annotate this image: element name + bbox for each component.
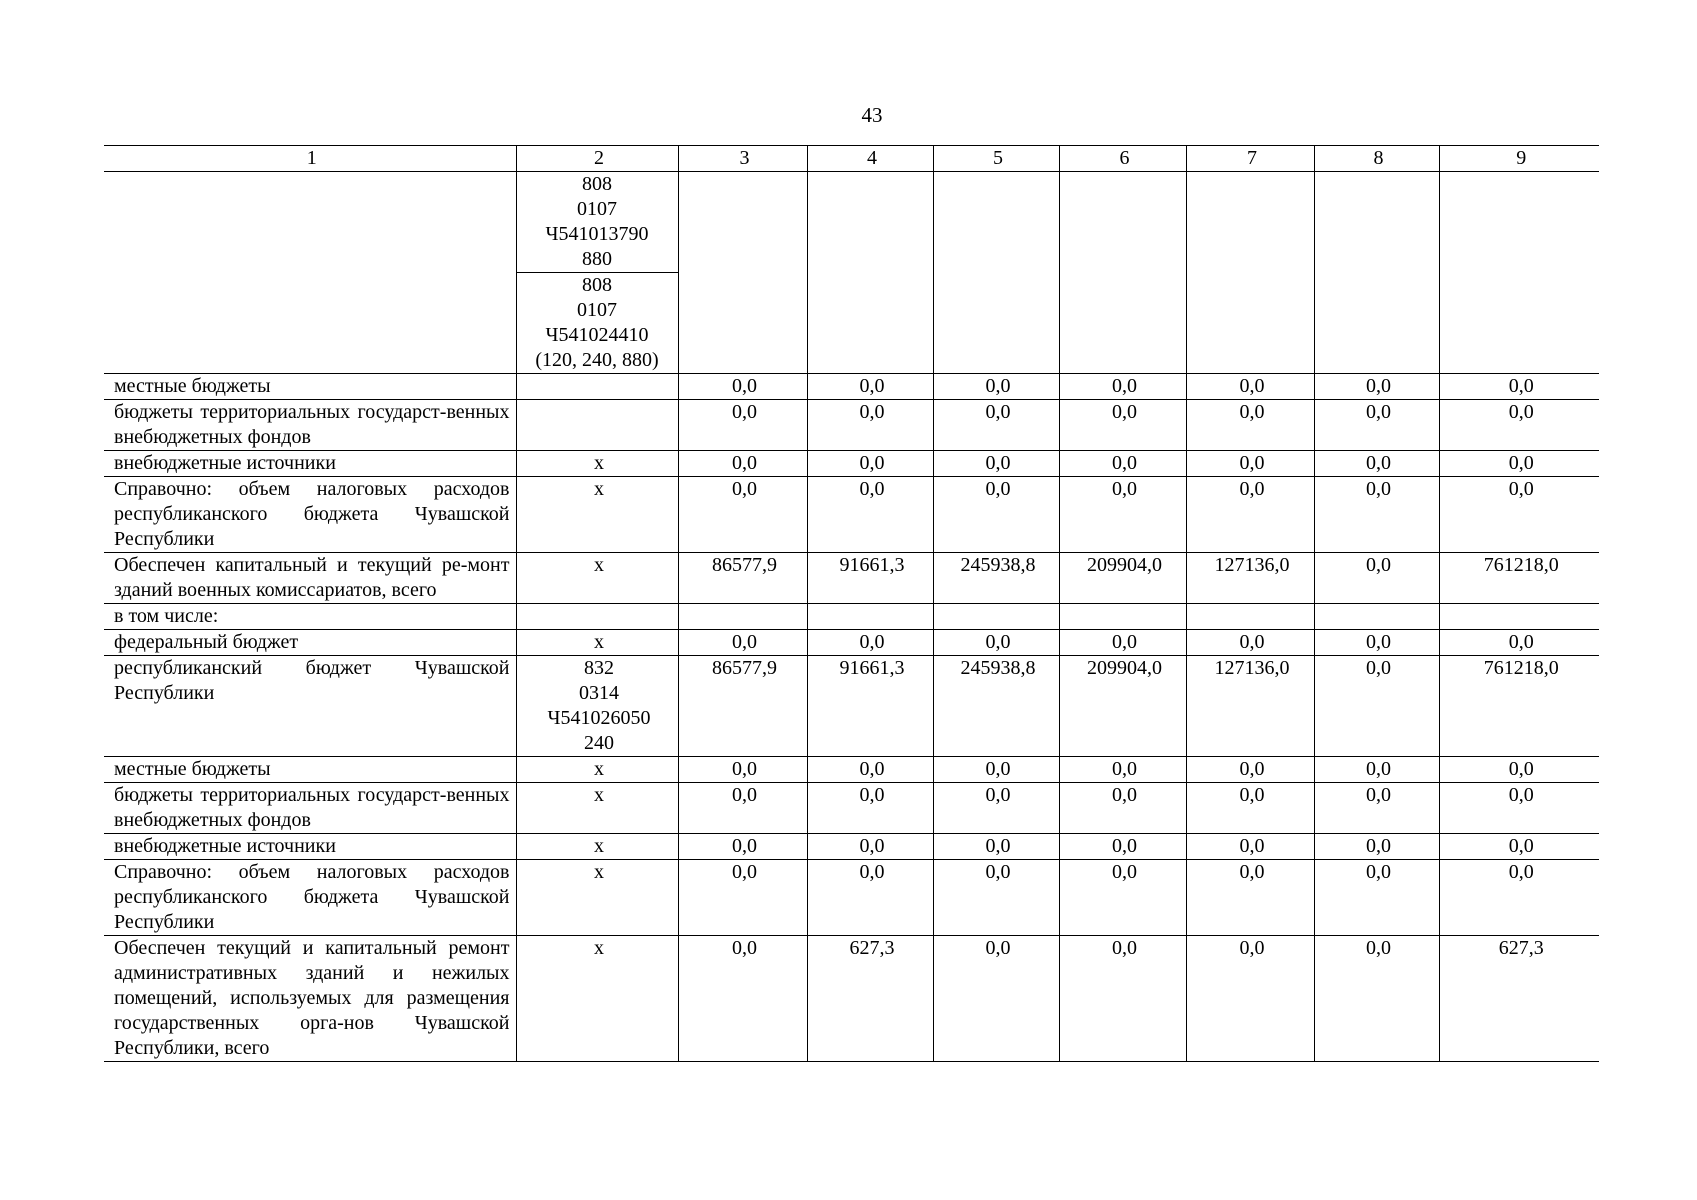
table-row <box>104 604 1599 630</box>
value-cell: 0,0 <box>1059 860 1186 936</box>
value-cell: 0,0 <box>1314 477 1439 553</box>
value-cell: 0,0 <box>807 451 933 477</box>
budget-code-cell <box>516 172 678 374</box>
code-line: Ч541026050 <box>547 707 651 729</box>
budget-code-cell <box>516 656 678 757</box>
value-cell: 0,0 <box>1059 936 1186 1062</box>
value-cell: 0,0 <box>1314 757 1439 783</box>
value-cell: 0,0 <box>1314 451 1439 477</box>
value-cell: 0,0 <box>1059 834 1186 860</box>
code-line: 0314 <box>579 682 619 704</box>
value-cell: 0,0 <box>1186 477 1314 553</box>
row-name-cell: внебюджетные источники <box>104 451 516 477</box>
row-name-cell: бюджеты территориальных государст-венных внебюджетных фондов <box>104 400 516 451</box>
budget-code-cell: х <box>516 783 678 834</box>
value-cell: 0,0 <box>1059 374 1186 400</box>
value-cell <box>1059 604 1186 630</box>
value-cell: 0,0 <box>933 757 1059 783</box>
value-cell: 127136,0 <box>1186 553 1314 604</box>
row-name-cell: в том числе: <box>104 604 516 630</box>
code-line: 880 <box>582 248 612 270</box>
value-cell: 0,0 <box>1186 936 1314 1062</box>
value-cell: 0,0 <box>1439 757 1599 783</box>
value-cell: 0,0 <box>1186 630 1314 656</box>
value-cell: 245938,8 <box>933 553 1059 604</box>
column-number: 4 <box>807 146 933 172</box>
value-cell: 0,0 <box>807 400 933 451</box>
value-cell <box>1059 172 1186 374</box>
value-cell: 0,0 <box>1439 860 1599 936</box>
value-cell: 0,0 <box>1186 451 1314 477</box>
value-cell: 0,0 <box>807 834 933 860</box>
value-cell: 0,0 <box>678 783 807 834</box>
value-cell: 0,0 <box>807 477 933 553</box>
column-number: 6 <box>1059 146 1186 172</box>
value-cell <box>807 172 933 374</box>
column-number: 9 <box>1439 146 1599 172</box>
code-line: 0107 <box>577 299 617 321</box>
table-row <box>104 400 1599 451</box>
budget-code-block <box>517 273 678 373</box>
value-cell: 91661,3 <box>807 553 933 604</box>
value-cell: 0,0 <box>933 630 1059 656</box>
value-cell <box>1186 604 1314 630</box>
value-cell: 0,0 <box>1439 374 1599 400</box>
value-cell: 0,0 <box>678 400 807 451</box>
value-cell: 0,0 <box>933 783 1059 834</box>
value-cell: 0,0 <box>1186 783 1314 834</box>
page-number: 43 <box>861 103 883 127</box>
value-cell: 0,0 <box>1059 630 1186 656</box>
value-cell: 0,0 <box>1314 783 1439 834</box>
value-cell: 0,0 <box>1186 374 1314 400</box>
value-cell: 0,0 <box>1314 834 1439 860</box>
budget-code-cell: х <box>516 477 678 553</box>
value-cell <box>1439 172 1599 374</box>
row-name-cell: внебюджетные источники <box>104 834 516 860</box>
budget-code-cell <box>516 604 678 630</box>
table-row <box>104 477 1599 553</box>
budget-code-cell: х <box>516 834 678 860</box>
budget-code-cell: х <box>516 757 678 783</box>
code-line: 240 <box>584 732 614 754</box>
code-line: 808 <box>582 274 612 296</box>
table-row <box>104 834 1599 860</box>
value-cell: 0,0 <box>678 374 807 400</box>
table-row <box>104 656 1599 757</box>
column-number: 2 <box>516 146 678 172</box>
value-cell: 761218,0 <box>1439 656 1599 757</box>
column-number: 1 <box>104 146 516 172</box>
budget-code-cell: х <box>516 936 678 1062</box>
value-cell: 86577,9 <box>678 656 807 757</box>
value-cell: 0,0 <box>1439 451 1599 477</box>
value-cell: 0,0 <box>1186 400 1314 451</box>
value-cell: 0,0 <box>1314 630 1439 656</box>
value-cell: 127136,0 <box>1186 656 1314 757</box>
table-row <box>104 630 1599 656</box>
code-line: 0107 <box>577 198 617 220</box>
row-name-cell: бюджеты территориальных государст-венных внебюджетных фондов <box>104 783 516 834</box>
value-cell <box>933 172 1059 374</box>
value-cell <box>678 172 807 374</box>
column-number: 7 <box>1186 146 1314 172</box>
value-cell: 0,0 <box>1314 553 1439 604</box>
row-name-cell: Обеспечен текущий и капитальный ремонт административных зданий и нежилых помещений, используемых для размещения государственных орга-нов Чувашской Республики, всего <box>104 936 516 1062</box>
budget-code-cell: х <box>516 451 678 477</box>
row-name-cell: Обеспечен капитальный и текущий ре-монт зданий военных комиссариатов, всего <box>104 553 516 604</box>
value-cell: 209904,0 <box>1059 656 1186 757</box>
value-cell: 0,0 <box>933 860 1059 936</box>
table-row <box>104 757 1599 783</box>
code-line: (120, 240, 880) <box>535 349 659 371</box>
budget-code-cell: х <box>516 860 678 936</box>
value-cell: 0,0 <box>678 630 807 656</box>
value-cell: 0,0 <box>1439 477 1599 553</box>
value-cell <box>1439 604 1599 630</box>
value-cell: 0,0 <box>1059 783 1186 834</box>
value-cell: 0,0 <box>1186 834 1314 860</box>
value-cell <box>807 604 933 630</box>
value-cell: 0,0 <box>1439 834 1599 860</box>
value-cell: 0,0 <box>933 400 1059 451</box>
value-cell: 0,0 <box>1059 400 1186 451</box>
budget-table <box>104 145 1599 1062</box>
column-number: 5 <box>933 146 1059 172</box>
value-cell: 0,0 <box>933 936 1059 1062</box>
value-cell <box>933 604 1059 630</box>
value-cell: 0,0 <box>1059 451 1186 477</box>
value-cell: 0,0 <box>807 630 933 656</box>
value-cell <box>678 604 807 630</box>
value-cell: 0,0 <box>933 374 1059 400</box>
value-cell: 0,0 <box>1186 860 1314 936</box>
row-name-cell: республиканский бюджет Чувашской Республики <box>104 656 516 757</box>
value-cell: 0,0 <box>678 936 807 1062</box>
value-cell: 0,0 <box>1314 400 1439 451</box>
value-cell: 0,0 <box>933 477 1059 553</box>
code-line: Ч541013790 <box>545 223 649 245</box>
value-cell: 0,0 <box>1186 757 1314 783</box>
table-row <box>104 936 1599 1062</box>
column-number: 3 <box>678 146 807 172</box>
table-row <box>104 451 1599 477</box>
value-cell <box>1314 172 1439 374</box>
budget-code-cell: х <box>516 630 678 656</box>
budget-code-cell: х <box>516 553 678 604</box>
value-cell: 627,3 <box>1439 936 1599 1062</box>
value-cell: 627,3 <box>807 936 933 1062</box>
budget-code-cell <box>516 400 678 451</box>
value-cell: 0,0 <box>1314 656 1439 757</box>
table-row <box>104 172 1599 374</box>
value-cell <box>1314 604 1439 630</box>
value-cell: 0,0 <box>1059 757 1186 783</box>
value-cell <box>1186 172 1314 374</box>
value-cell: 0,0 <box>807 783 933 834</box>
budget-code-cell <box>516 374 678 400</box>
value-cell: 0,0 <box>1439 783 1599 834</box>
code-line: 832 <box>584 657 614 679</box>
code-line: 808 <box>582 173 612 195</box>
table-header-row <box>104 146 1599 172</box>
value-cell: 209904,0 <box>1059 553 1186 604</box>
value-cell: 0,0 <box>1059 477 1186 553</box>
row-name-cell: Справочно: объем налоговых расходов республиканского бюджета Чувашской Республики <box>104 860 516 936</box>
value-cell: 0,0 <box>1439 630 1599 656</box>
value-cell: 761218,0 <box>1439 553 1599 604</box>
value-cell: 0,0 <box>807 860 933 936</box>
table-row <box>104 860 1599 936</box>
value-cell: 0,0 <box>1314 374 1439 400</box>
value-cell: 0,0 <box>1314 860 1439 936</box>
value-cell: 0,0 <box>678 860 807 936</box>
value-cell: 0,0 <box>933 451 1059 477</box>
table-row <box>104 553 1599 604</box>
value-cell: 91661,3 <box>807 656 933 757</box>
value-cell: 0,0 <box>807 757 933 783</box>
value-cell: 0,0 <box>678 834 807 860</box>
row-name-cell: федеральный бюджет <box>104 630 516 656</box>
value-cell: 0,0 <box>678 451 807 477</box>
value-cell: 0,0 <box>807 374 933 400</box>
table-row <box>104 374 1599 400</box>
code-line: Ч541024410 <box>545 324 649 346</box>
value-cell: 0,0 <box>1439 400 1599 451</box>
row-name-cell: местные бюджеты <box>104 757 516 783</box>
row-name-cell: местные бюджеты <box>104 374 516 400</box>
value-cell: 245938,8 <box>933 656 1059 757</box>
value-cell: 0,0 <box>678 477 807 553</box>
row-name-cell <box>104 172 516 374</box>
value-cell: 0,0 <box>678 757 807 783</box>
value-cell: 0,0 <box>933 834 1059 860</box>
row-name-cell: Справочно: объем налоговых расходов республиканского бюджета Чувашской Республики <box>104 477 516 553</box>
value-cell: 0,0 <box>1314 936 1439 1062</box>
budget-code-block <box>517 172 678 272</box>
value-cell: 86577,9 <box>678 553 807 604</box>
table-row <box>104 783 1599 834</box>
column-number: 8 <box>1314 146 1439 172</box>
